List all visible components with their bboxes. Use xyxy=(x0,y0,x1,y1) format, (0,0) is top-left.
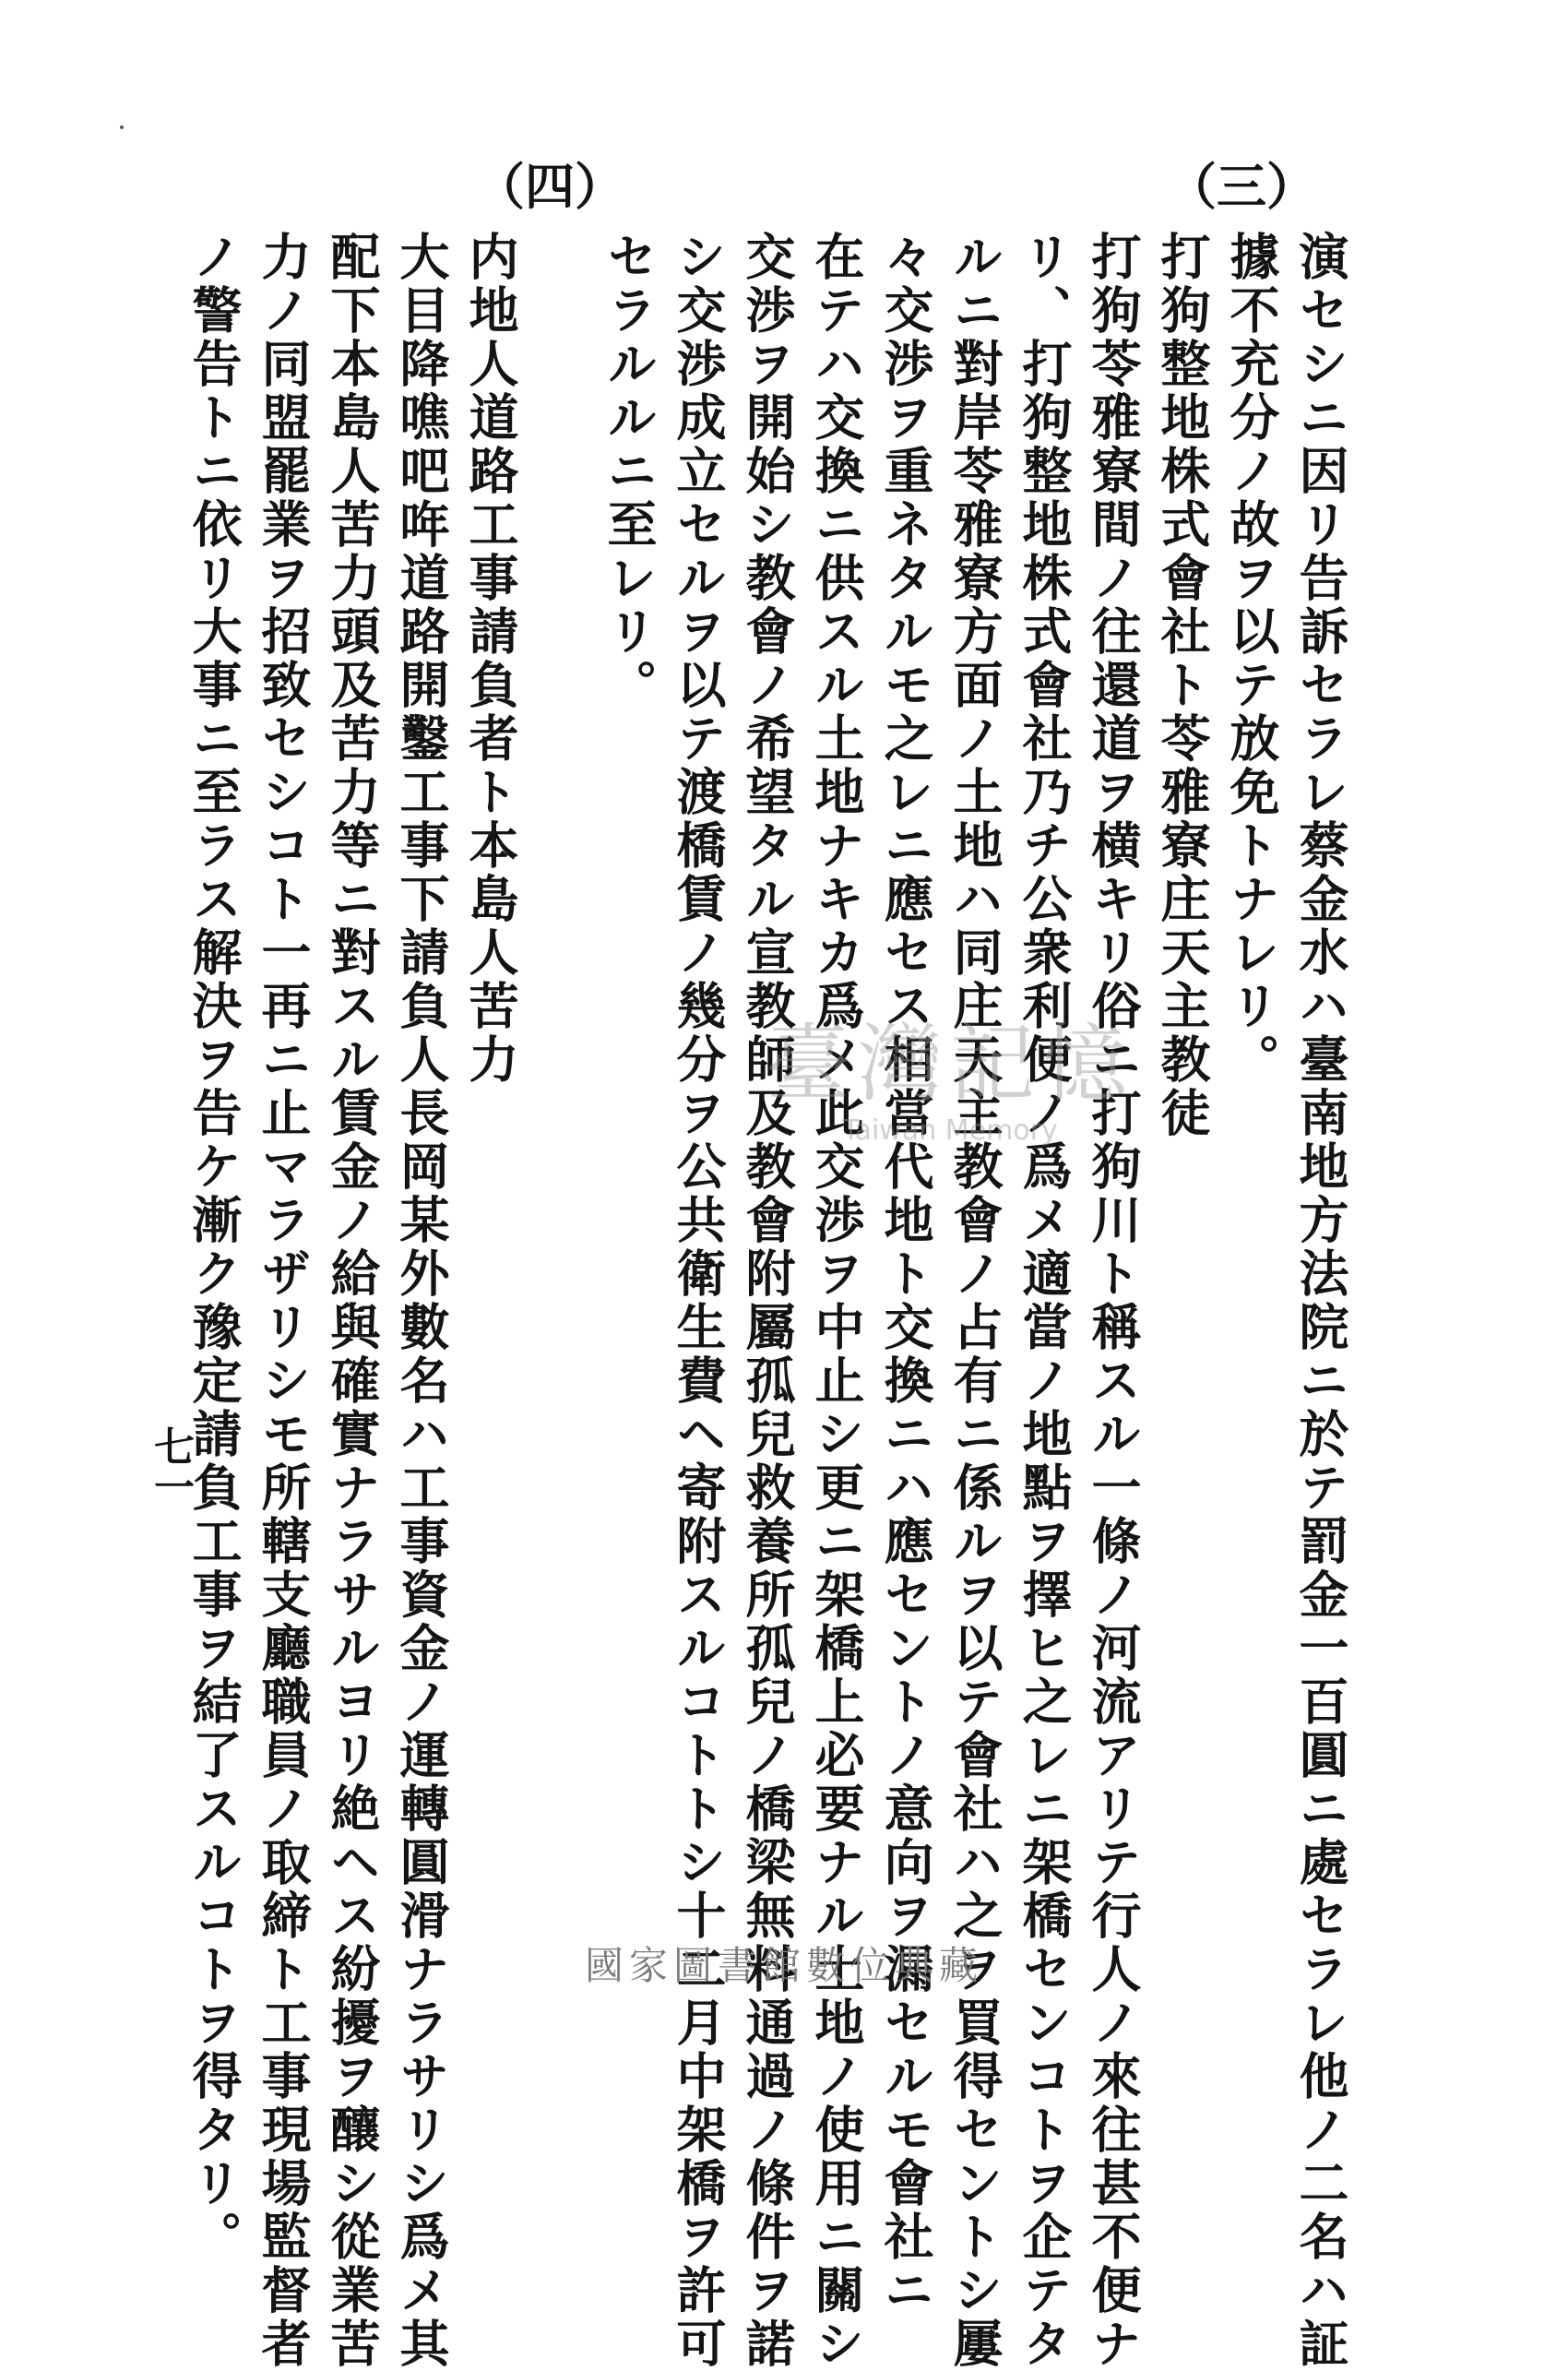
text-column-6: ルニ對岸苓雅寮方面ノ土地ハ同庄天主教會ノ占有ニ係ルヲ以テ會社ハ之ヲ買得セントシ屢 xyxy=(945,231,1004,2371)
text-column-2: 據不充分ノ故ヲ以テ放免トナレリ。 xyxy=(1222,231,1281,1087)
section-four-heading: 内地人道路工事請負者ト本島人苦力 xyxy=(461,231,520,1087)
text-column-4: 打狗苓雅寮間ノ往還道ヲ横キリ俗ニ打狗川ト稱スル一條ノ河流アリテ行人ノ來往甚不便ナ xyxy=(1084,231,1143,2371)
text-column-11: セラルルニ至レリ。 xyxy=(600,231,659,712)
text-column-10: シ交渉成立セルヲ以テ渡橋賃ノ幾分ヲ公共衛生費ヘ寄附スルコトトシ十二月中架橋ヲ許可 xyxy=(669,231,728,2371)
text-column-14: 配下本島人苦力頭及苦力等ニ對スル賃金ノ給與確實ナラサルヨリ絶ヘス紛擾ヲ釀シ從業苦 xyxy=(323,231,382,2371)
section-three-heading: 打狗整地株式會社ト苓雅寮庄天主教徒 xyxy=(1153,231,1212,1140)
text-column-1: 演セシニ因リ告訴セラレ蔡金水ハ臺南地方法院ニ於テ罰金一百圓ニ處セラレ他ノ二名ハ証 xyxy=(1291,231,1350,2371)
page-number: 七一 xyxy=(147,1425,194,1507)
text-column-5: リ、打狗整地株式會社乃チ公衆利便ノ爲メ適當ノ地點ヲ擇ヒ之レニ架橋センコトヲ企テタ xyxy=(1015,231,1074,2371)
watermark xyxy=(766,996,1134,1147)
section-three-label: （三） xyxy=(1167,157,1316,216)
speck-mark xyxy=(120,125,124,129)
footer-credit: 國家圖書館數位典藏 xyxy=(584,1943,983,1988)
text-column-9: 交渉ヲ開始シ教會ノ希望タル宣教師及教會附屬孤兒救養所孤兒ノ橋梁無料通過ノ條件ヲ諾 xyxy=(738,231,797,2371)
text-column-7: 々交渉ヲ重ネタルモ之レニ應セス相當代地ト交換ニハ應セントノ意向ヲ漏セルモ會社ニ xyxy=(876,231,935,2317)
text-column-15: 力ノ同盟罷業ヲ招致セシコト一再ニ止マラザリシモ所轄支廳職員ノ取締ト工事現場監督者 xyxy=(254,231,313,2371)
text-column-16: ノ警告トニ依リ大事ニ至ラス解決ヲ告ケ漸ク豫定請負工事ヲ結了スルコトヲ得タリ。 xyxy=(184,231,244,2264)
watermark-main: 臺灣記憶 xyxy=(766,1015,1135,1114)
watermark-sub: Taiwan Memory xyxy=(842,1114,1058,1147)
section-four-label: （四） xyxy=(475,157,624,216)
text-column-8: 在テハ交換ニ供スル土地ナキカ爲メ此交渉ヲ中止シ更ニ架橋上必要ナル土地ノ使用ニ關シ xyxy=(807,231,866,2371)
text-column-13: 大目降噍吧哖道路開鑿工事下請負人長岡某外數名ハ工事資金ノ運轉圓滑ナラサリシ爲メ其 xyxy=(392,231,451,2371)
